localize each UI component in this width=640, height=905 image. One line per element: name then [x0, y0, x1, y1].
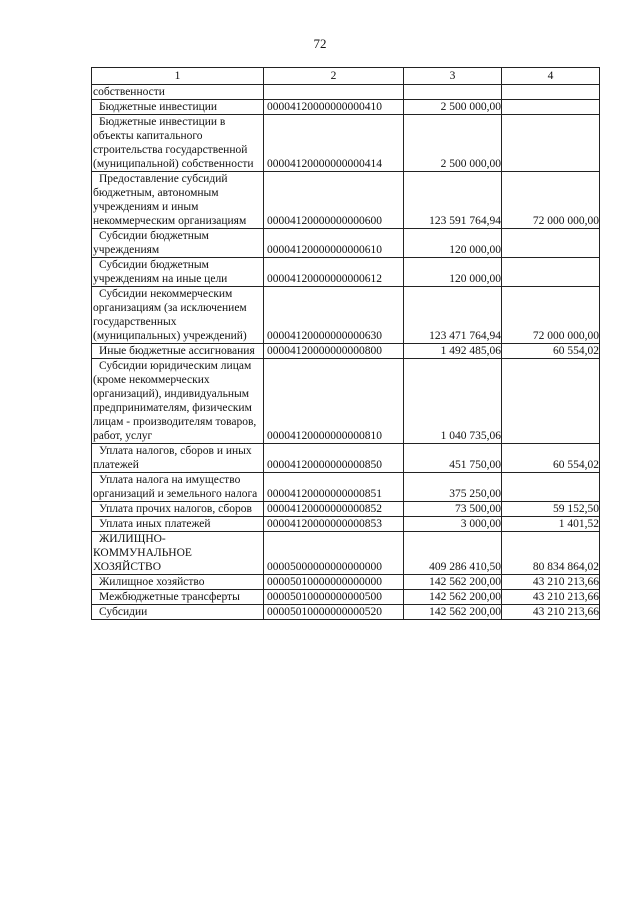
- row-amount-col3: 451 750,00: [404, 444, 502, 473]
- row-amount-col3: 142 562 200,00: [404, 575, 502, 590]
- row-name: Субсидии бюджетным учреждениям на иные цели: [92, 258, 264, 287]
- row-amount-col4: 43 210 213,66: [502, 605, 600, 620]
- row-name: Предоставление субсидий бюджетным, автономным учреждениям и иным некоммерческим организациям: [92, 172, 264, 229]
- row-amount-col4: 59 152,50: [502, 502, 600, 517]
- row-amount-col3: 120 000,00: [404, 258, 502, 287]
- row-name: Бюджетные инвестиции: [92, 100, 264, 115]
- table-row: [92, 473, 600, 502]
- table-row: [92, 359, 600, 444]
- row-amount-col4: 80 834 864,02: [502, 532, 600, 575]
- table-row: [92, 287, 600, 344]
- table-row: [92, 575, 600, 590]
- row-amount-col4: 60 554,02: [502, 344, 600, 359]
- row-code: 00004120000000000600: [264, 172, 404, 229]
- row-code: 00004120000000000800: [264, 344, 404, 359]
- table-row: [92, 444, 600, 473]
- row-code: 00004120000000000850: [264, 444, 404, 473]
- row-name: ЖИЛИЩНО-КОММУНАЛЬНОЕ ХОЗЯЙСТВО: [92, 532, 264, 575]
- row-name: Жилищное хозяйство: [92, 575, 264, 590]
- table-row: [92, 85, 600, 100]
- row-amount-col4: 60 554,02: [502, 444, 600, 473]
- row-name: Уплата налогов, сборов и иных платежей: [92, 444, 264, 473]
- row-amount-col3: 409 286 410,50: [404, 532, 502, 575]
- table-row: [92, 590, 600, 605]
- row-amount-col3: 142 562 200,00: [404, 605, 502, 620]
- row-code: 00005010000000000500: [264, 590, 404, 605]
- row-name: Межбюджетные трансферты: [92, 590, 264, 605]
- table-row: [92, 115, 600, 172]
- row-code: 00004120000000000610: [264, 229, 404, 258]
- row-name: Уплата иных платежей: [92, 517, 264, 532]
- header-row: [92, 68, 600, 85]
- row-amount-col3: 2 500 000,00: [404, 100, 502, 115]
- row-amount-col4: [502, 100, 600, 115]
- row-amount-col3: [404, 85, 502, 100]
- row-code: 00004120000000000853: [264, 517, 404, 532]
- row-amount-col3: 3 000,00: [404, 517, 502, 532]
- row-name: собственности: [92, 85, 264, 100]
- table-row: [92, 605, 600, 620]
- row-name: Субсидии юридическим лицам (кроме некоммерческих организаций), индивидуальным предпринимателям, физическим лицам - производителям товаров, работ, услуг: [92, 359, 264, 444]
- header-col-3: 3: [404, 68, 502, 85]
- table-row: [92, 100, 600, 115]
- row-name: Бюджетные инвестиции в объекты капитального строительства государственной (муниципальной) собственности: [92, 115, 264, 172]
- row-name: Субсидии бюджетным учреждениям: [92, 229, 264, 258]
- row-amount-col4: [502, 359, 600, 444]
- row-amount-col4: [502, 85, 600, 100]
- header-col-1: 1: [92, 68, 264, 85]
- row-code: [264, 85, 404, 100]
- header-col-2: 2: [264, 68, 404, 85]
- table-row: [92, 502, 600, 517]
- row-code: 00005010000000000520: [264, 605, 404, 620]
- row-code: 00005000000000000000: [264, 532, 404, 575]
- row-code: 00004120000000000410: [264, 100, 404, 115]
- table-row: [92, 172, 600, 229]
- table-row: [92, 532, 600, 575]
- row-name: Иные бюджетные ассигнования: [92, 344, 264, 359]
- row-code: 00004120000000000852: [264, 502, 404, 517]
- row-amount-col3: 375 250,00: [404, 473, 502, 502]
- row-amount-col4: [502, 258, 600, 287]
- row-name: Субсидии некоммерческим организациям (за исключением государственных (муниципальных) учреждений): [92, 287, 264, 344]
- row-code: 00004120000000000810: [264, 359, 404, 444]
- row-amount-col3: 2 500 000,00: [404, 115, 502, 172]
- row-amount-col4: 43 210 213,66: [502, 575, 600, 590]
- table-row: [92, 517, 600, 532]
- row-amount-col4: 72 000 000,00: [502, 172, 600, 229]
- table-row: [92, 344, 600, 359]
- row-amount-col3: 120 000,00: [404, 229, 502, 258]
- page-number: 72: [313, 36, 327, 51]
- row-code: 00004120000000000851: [264, 473, 404, 502]
- row-amount-col3: 73 500,00: [404, 502, 502, 517]
- row-code: 00004120000000000414: [264, 115, 404, 172]
- row-amount-col3: 1 492 485,06: [404, 344, 502, 359]
- row-amount-col4: [502, 115, 600, 172]
- row-name: Уплата прочих налогов, сборов: [92, 502, 264, 517]
- row-amount-col4: [502, 473, 600, 502]
- row-amount-col4: 72 000 000,00: [502, 287, 600, 344]
- row-amount-col4: 1 401,52: [502, 517, 600, 532]
- row-code: 00004120000000000612: [264, 258, 404, 287]
- row-code: 00004120000000000630: [264, 287, 404, 344]
- header-col-4: 4: [502, 68, 600, 85]
- row-code: 00005010000000000000: [264, 575, 404, 590]
- table-row: [92, 258, 600, 287]
- row-amount-col4: 43 210 213,66: [502, 590, 600, 605]
- row-name: Субсидии: [92, 605, 264, 620]
- row-amount-col3: 1 040 735,06: [404, 359, 502, 444]
- table-row: [92, 229, 600, 258]
- row-amount-col3: 123 591 764,94: [404, 172, 502, 229]
- row-amount-col3: 123 471 764,94: [404, 287, 502, 344]
- row-amount-col4: [502, 229, 600, 258]
- row-amount-col3: 142 562 200,00: [404, 590, 502, 605]
- row-name: Уплата налога на имущество организаций и земельного налога: [92, 473, 264, 502]
- budget-table: [91, 67, 600, 620]
